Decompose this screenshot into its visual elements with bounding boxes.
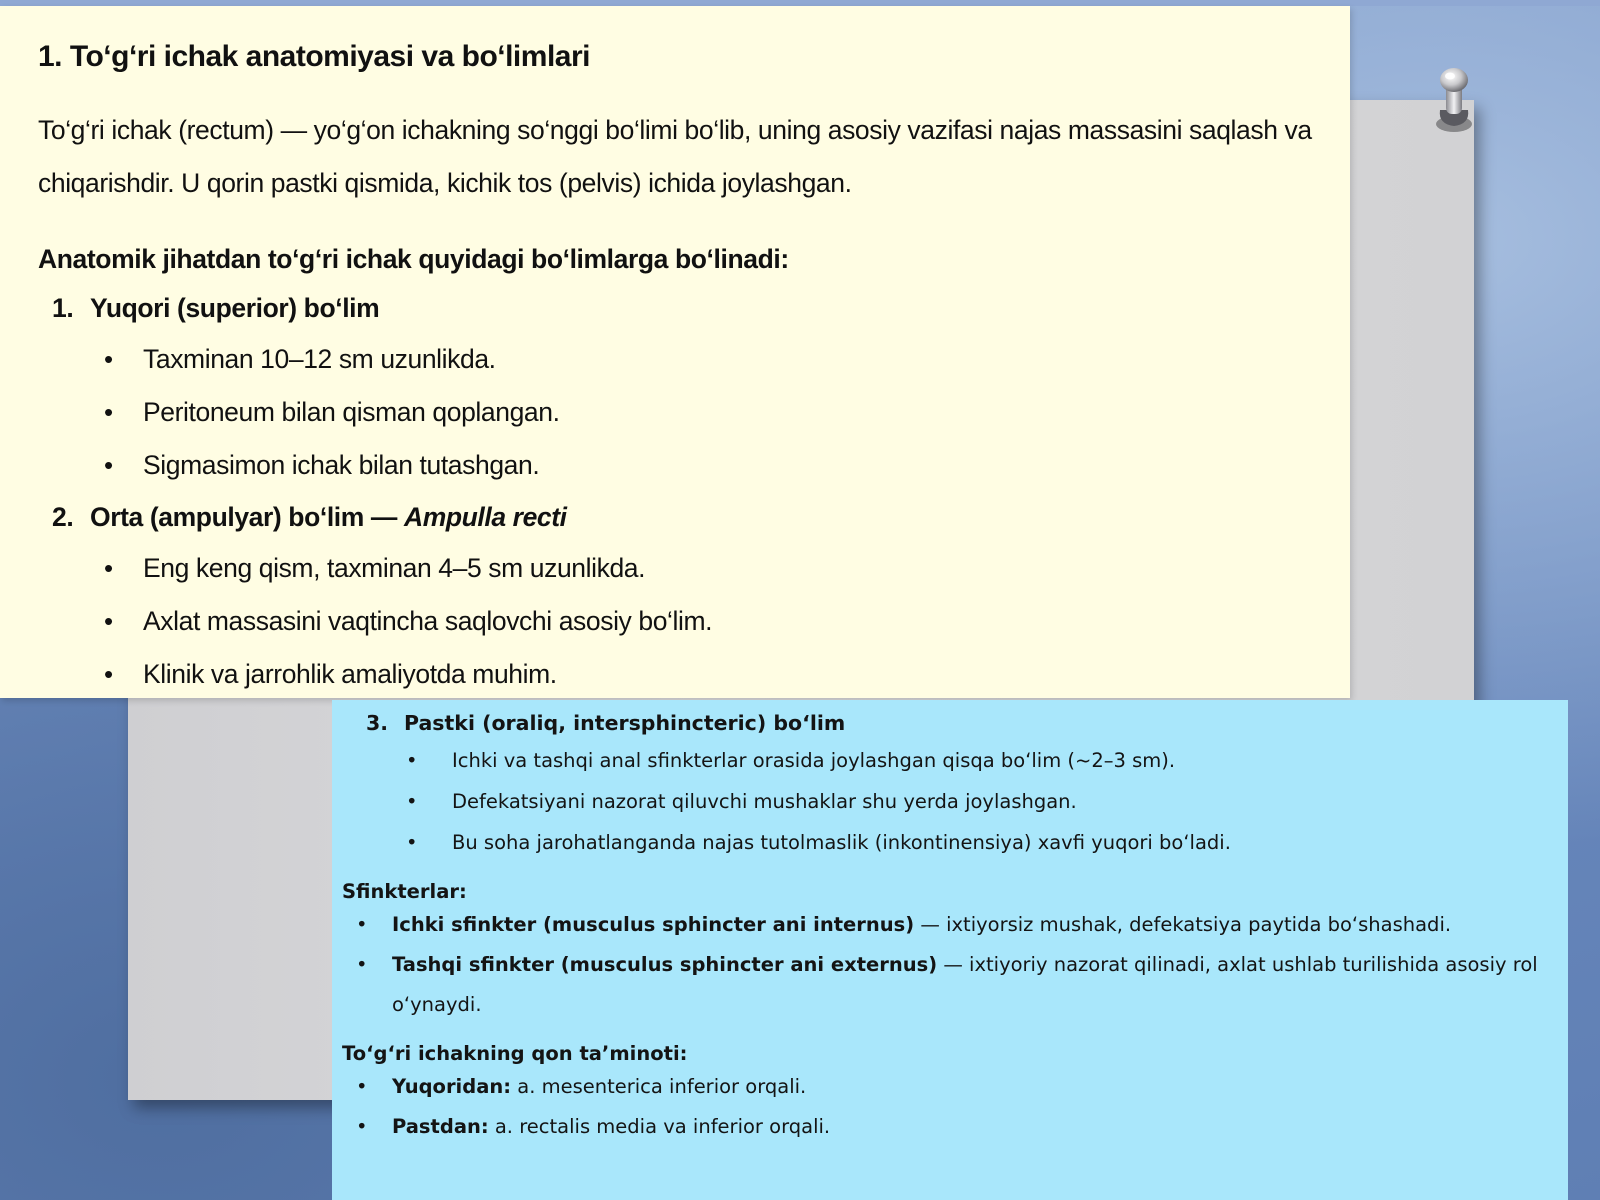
section-title-latin: Ampulla recti [403,502,567,532]
section-item [38,492,1320,698]
section-bullets [342,740,1538,863]
section-title: Yuqori (superior) bo‘lim [90,293,380,323]
bullet-icon: • [406,790,418,813]
section-bullets [38,542,1320,698]
section-title: Pastki (oraliq, intersphincteric) bo‘lim [404,711,846,735]
section-title: Orta (ampulyar) bo‘lim — Ampulla recti [90,502,567,532]
intro-paragraph: To‘g‘ri ichak (rectum) — yo‘g‘on ichakning so‘nggi bo‘limi bo‘lib, uning asosiy vazifasi najas massasini saqlash va chiqarishdir. U qorin pastki qismida, kichik tos (pelvis) ichida joylashgan. [38,115,1312,198]
bullet-icon: • [104,344,113,374]
section-number: 1. [52,293,74,323]
bullet-icon: • [104,606,113,636]
section-heading [38,492,1320,542]
blood-supply-list [342,1067,1538,1147]
list-item: • Yuqoridan: a. mesenterica inferior orqali. [342,1067,1538,1107]
section-heading [342,706,1538,740]
list-item: • Peritoneum bilan qisman qoplangan. [38,386,1320,439]
bullet-icon: • [104,659,113,689]
list-item: • Eng keng qism, taxminan 4–5 sm uzunlikda. [38,542,1320,595]
blue-note [332,700,1568,1200]
bullet-icon: • [104,553,113,583]
bullet-icon: • [406,749,418,772]
section-number: 2. [52,502,74,532]
list-item: • Ichki sfinkter (musculus sphincter ani internus) — ixtiyorsiz mushak, defekatsiya paytida bo‘shashadi. [342,905,1538,945]
section-item [38,283,1320,492]
list-item: • Ichki va tashqi anal sfinkterlar orasida joylashgan qisqa bo‘lim (~2–3 sm). [342,740,1538,781]
bullet-icon: • [356,953,368,976]
sphincters-heading: Sfinkterlar: [342,880,467,903]
list-item: • Bu soha jarohatlanganda najas tutolmaslik (inkontinensiya) xavfi yuqori bo‘ladi. [342,822,1538,863]
sphincters-list [342,905,1538,1025]
bullet-icon: • [104,450,113,480]
list-item: • Defekatsiyani nazorat qiluvchi mushaklar shu yerda joylashgan. [342,781,1538,822]
list-item: • Tashqi sfinkter (musculus sphincter ani externus) — ixtiyoriy nazorat qilinadi, axlat ushlab turilishida asosiy rol o‘ynaydi. [342,945,1538,1025]
bullet-icon: • [104,397,113,427]
list-item: • Sigmasimon ichak bilan tutashgan. [38,439,1320,492]
bullet-icon: • [356,1115,368,1138]
list-item: • Axlat massasini vaqtincha saqlovchi asosiy bo‘lim. [38,595,1320,648]
list-item: • Pastdan: a. rectalis media va inferior orqali. [342,1107,1538,1147]
bullet-icon: • [356,913,368,936]
cream-note [0,6,1350,698]
blood-supply-heading: To‘g‘ri ichakning qon ta’minoti: [342,1042,688,1065]
bullet-icon: • [406,831,418,854]
section-bullets [38,333,1320,492]
note-title: 1. To‘g‘ri ichak anatomiyasi va bo‘limlari [38,40,590,73]
bullet-icon: • [356,1075,368,1098]
pushpin-icon [1428,66,1488,136]
sections-list [38,283,1320,698]
divisions-subheading: Anatomik jihatdan to‘g‘ri ichak quyidagi bo‘limlarga bo‘linadi: [38,244,789,274]
list-item: • Taxminan 10–12 sm uzunlikda. [38,333,1320,386]
section-number: 3. [366,711,389,735]
section-heading [38,283,1320,333]
list-item: • Klinik va jarrohlik amaliyotda muhim. [38,648,1320,698]
